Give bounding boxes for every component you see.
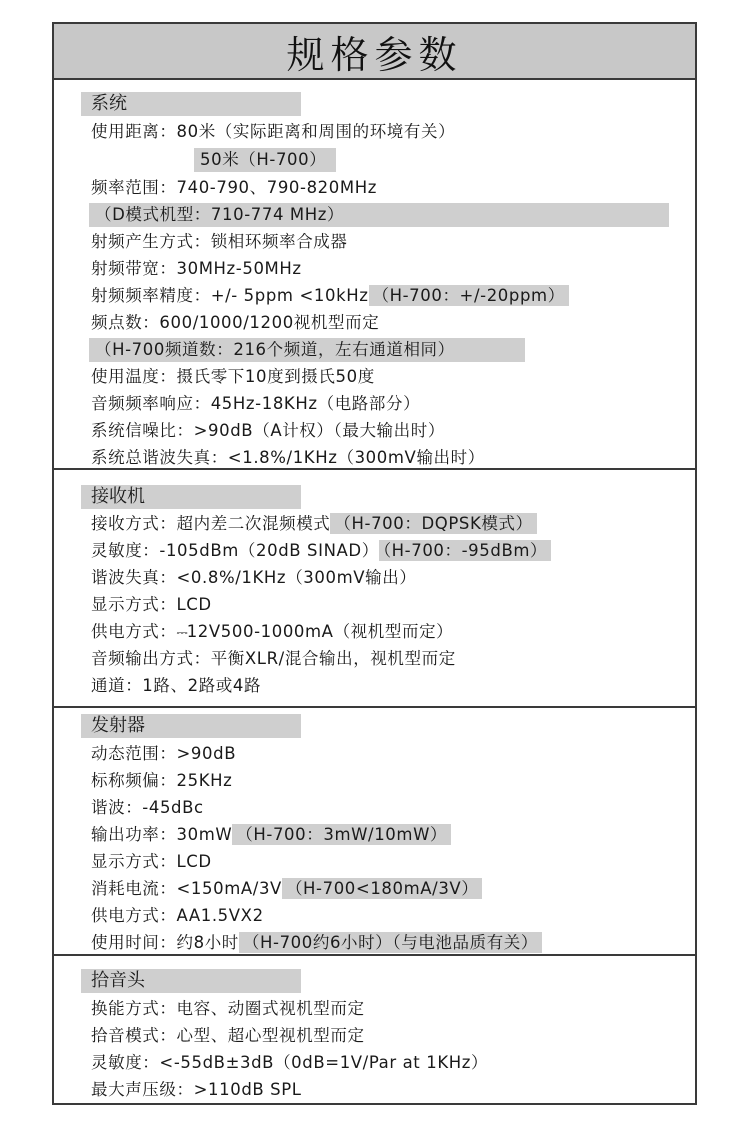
spec-row-thd: 谐波失真：<0.8%/1KHz（300mV输出） [91,568,417,587]
spec-row-sensitivity [91,538,551,564]
spec-row-snr: 系统信噪比：>90dB（A计权）（最大输出时） [91,421,445,440]
section-header-receiver: 接收机 [81,485,301,509]
spec-row-recv-mode [91,511,537,537]
section-header-transmitter: 发射器 [81,714,301,738]
section-pickup [54,954,695,1105]
spec-note-rf-acc-h700: （H-700：+/-20ppm） [369,285,569,306]
spec-row-power [91,619,453,645]
spec-note-usage-time-h700: （H-700约6小时）（与电池品质有关） [239,932,542,953]
spec-value: 12V500-1000mA（视机型而定） [186,622,454,641]
spec-value: 输出功率：30mW [91,825,233,844]
spec-value: 80米（实际距离和周围的环境有关） [176,122,456,141]
spec-row-freq-points: 频点数：600/1000/1200视机型而定 [91,313,380,332]
spec-row-temp: 使用温度：摄氏零下10度到摄氏50度 [91,367,375,386]
spec-row-channels: 通道：1路、2路或4路 [91,676,262,695]
spec-row-pattern: 拾音模式：心型、超心型视机型而定 [91,1026,365,1045]
spec-note-distance-h700: 50米（H-700） [194,148,336,172]
spec-note-recv-mode-h700: （H-700：DQPSK模式） [330,513,536,534]
spec-row-distance [91,119,455,145]
spec-value: 使用时间：约8小时 [91,933,239,952]
section-header-pickup: 拾音头 [81,969,301,993]
section-receiver [54,468,695,730]
spec-frame [52,22,697,1105]
spec-row-audio-resp: 音频频率响应：45Hz-18KHz（电路部分） [91,394,421,413]
spec-note-output-power-h700: （H-700：3mW/10mW） [232,824,451,845]
spec-label: 使用距离： [91,122,177,141]
spec-row-freq-range: 频率范围：740-790、790-820MHz [91,178,377,197]
dc-power-icon: ⎓ [176,624,187,641]
spec-row-audio-out: 音频输出方式：平衡XLR/混合输出，视机型而定 [91,649,456,668]
spec-row-rf-acc [91,283,569,309]
title-bar [54,24,695,80]
spec-note-freq-d-mode: （D模式机型：710-774 MHz） [89,203,669,227]
spec-row-thd: 系统总谐波失真：<1.8%/1KHz（300mV输出时） [91,448,485,467]
spec-row-output-power [91,822,451,848]
spec-row-rf-bw: 射频带宽：30MHz-50MHz [91,259,302,278]
spec-row-max-spl: 最大声压级：>110dB SPL [91,1080,302,1099]
spec-row-sensitivity: 灵敏度：<-55dB±3dB（0dB=1V/Par at 1KHz） [91,1053,489,1072]
section-system [54,80,695,470]
spec-note-current-h700: （H-700<180mA/3V） [282,878,482,899]
spec-row-harmonic: 谐波：-45dBc [91,798,204,817]
spec-value: 消耗电流：<150mA/3V [91,879,282,898]
spec-value: 射频频率精度：+/- 5ppm <10kHz [91,286,369,305]
spec-note-sensitivity-h700: （H-700：-95dBm） [379,540,551,561]
section-header-system: 系统 [81,92,301,116]
spec-row-power: 供电方式：AA1.5VX2 [91,906,264,925]
spec-value: 灵敏度：-105dBm（20dB SINAD） [91,541,379,560]
spec-value: 接收方式：超内差二次混频模式 [91,514,331,533]
spec-row-transducer: 换能方式：电容、动圈式视机型而定 [91,999,365,1018]
spec-label: 供电方式： [91,622,177,641]
spec-row-display: 显示方式：LCD [91,595,212,614]
spec-row-display: 显示方式：LCD [91,852,212,871]
spec-note-freq-points-h700: （H-700频道数：216个频道，左右通道相同） [89,338,525,362]
spec-row-deviation: 标称频偏：25KHz [91,771,233,790]
spec-row-dynamic: 动态范围：>90dB [91,744,237,763]
section-transmitter [54,706,695,958]
spec-row-current [91,876,482,902]
page-title: 规格参数 [286,32,463,77]
spec-row-rf-gen: 射频产生方式：锁相环频率合成器 [91,232,348,251]
spec-row-usage-time [91,930,542,956]
